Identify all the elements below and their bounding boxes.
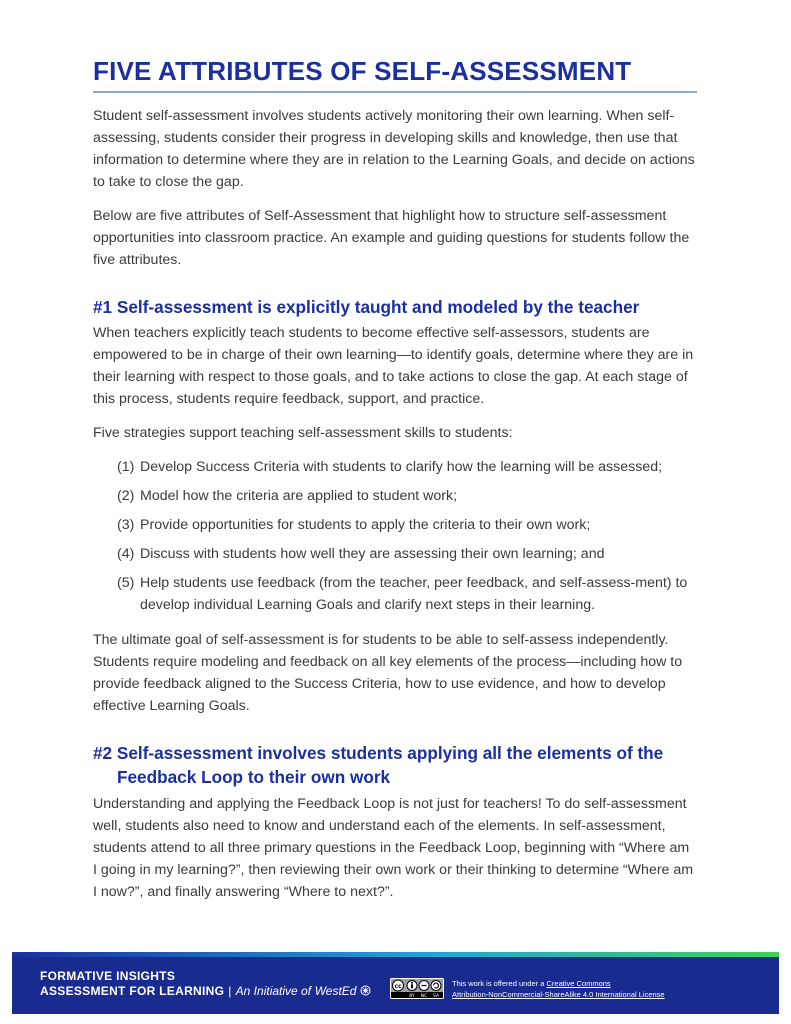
list-item-number: (3): [117, 517, 135, 533]
brand-line-1: FORMATIVE INSIGHTS: [40, 969, 176, 983]
list-item-number: (4): [117, 546, 135, 562]
intro-paragraph-2: Below are five attributes of Self-Assessment that highlight how to structure self-assessment opportunities into classroom practice. An example and guiding questions for students follow the five attributes.: [93, 208, 690, 268]
list-item: [117, 572, 697, 616]
brand-name: ASSESSMENT FOR LEARNING: [40, 984, 225, 998]
section-1-paragraph-1: When teachers explicitly teach students to become effective self-assessors, students are empowered to be in charge of their own learning—to identify goals, determine where they are in their learning with respect to those goals, and to take actions to close the gap. At each stage of this process, students require feedback, support, and practice.: [93, 325, 694, 407]
cc-label: cc: [394, 983, 402, 990]
license-link-creative-commons[interactable]: Creative Commons: [546, 979, 611, 988]
section-1-heading: #1 Self-assessment is explicitly taught and modeled by the teacher: [93, 297, 640, 317]
list-item-text: Model how the criteria are applied to student work;: [140, 488, 458, 504]
license-link-attribution[interactable]: Attribution-NonCommercial-ShareAlike 4.0 International License: [452, 990, 665, 999]
section-1-paragraph-3: The ultimate goal of self-assessment is for students to be able to self-assess independently. Students require modeling and feedback on all key elements of the process—including how to provide feedback aligned to the Success Criteria, how to use evidence, and how to develop effective Learning Goals.: [93, 632, 683, 714]
section-2-heading-line-1: #2 Self-assessment involves students applying all the elements of the: [93, 743, 664, 763]
list-item: [117, 456, 697, 478]
cc-by-label: BY: [409, 994, 415, 999]
list-item-number: (1): [117, 459, 135, 475]
list-item-number: (5): [117, 575, 135, 591]
creative-commons-icon: [390, 978, 444, 999]
section-2-paragraph-1: Understanding and applying the Feedback Loop is not just for teachers! To do self-assessment well, students also need to know and understand each of the elements. In self-assessment, students attend to all three primary questions in the Feedback Loop, beginning with “Where am I going in my learning?”, then reviewing their own work or their thinking to determine “Where am I now?”, and finally answering “Where to next?”.: [93, 796, 694, 900]
wested-logo-icon: [360, 985, 371, 996]
list-item-number: (2): [117, 488, 135, 504]
initiative-text: An Initiative of: [235, 984, 312, 998]
section-2-heading: [93, 741, 697, 789]
document-page: [93, 54, 697, 903]
brand-line-2: [40, 984, 371, 998]
license-text: [452, 978, 665, 1000]
section-1-paragraph-2: Five strategies support teaching self-assessment skills to students:: [93, 425, 513, 441]
list-item-text: Help students use feedback (from the teacher, peer feedback, and self-assess-ment) to develop individual Learning Goals and clarify next steps in their learning.: [140, 575, 688, 613]
section-2-heading-line-2: Feedback Loop to their own work: [117, 767, 391, 787]
strategies-list: [93, 456, 697, 616]
license-prefix: This work is offered under a: [452, 979, 545, 988]
title-divider: [93, 91, 697, 93]
list-item: [117, 485, 697, 507]
intro-paragraph-1: Student self-assessment involves students actively monitoring their own learning. When self-assessing, students consider their progress in developing skills and knowledge, then use that information to determine where they are in relation to the Learning Goals, and decide on actions to take to close the gap.: [93, 108, 695, 190]
cc-nc-label: NC: [420, 994, 428, 999]
cc-sa-label: SA: [432, 994, 440, 999]
list-item-text: Provide opportunities for students to apply the criteria to their own work;: [140, 517, 591, 533]
wested-logo: WestEd: [314, 984, 357, 998]
creative-commons-badge[interactable]: [390, 978, 444, 999]
list-item: [117, 514, 697, 536]
list-item-text: Discuss with students how well they are assessing their own learning; and: [140, 546, 605, 562]
list-item-text: Develop Success Criteria with students to clarify how the learning will be assessed;: [140, 459, 663, 475]
page-title: FIVE ATTRIBUTES OF SELF-ASSESSMENT: [93, 56, 632, 86]
footer: [12, 957, 779, 1014]
brand-separator: |: [228, 984, 232, 998]
list-item: [117, 543, 697, 565]
